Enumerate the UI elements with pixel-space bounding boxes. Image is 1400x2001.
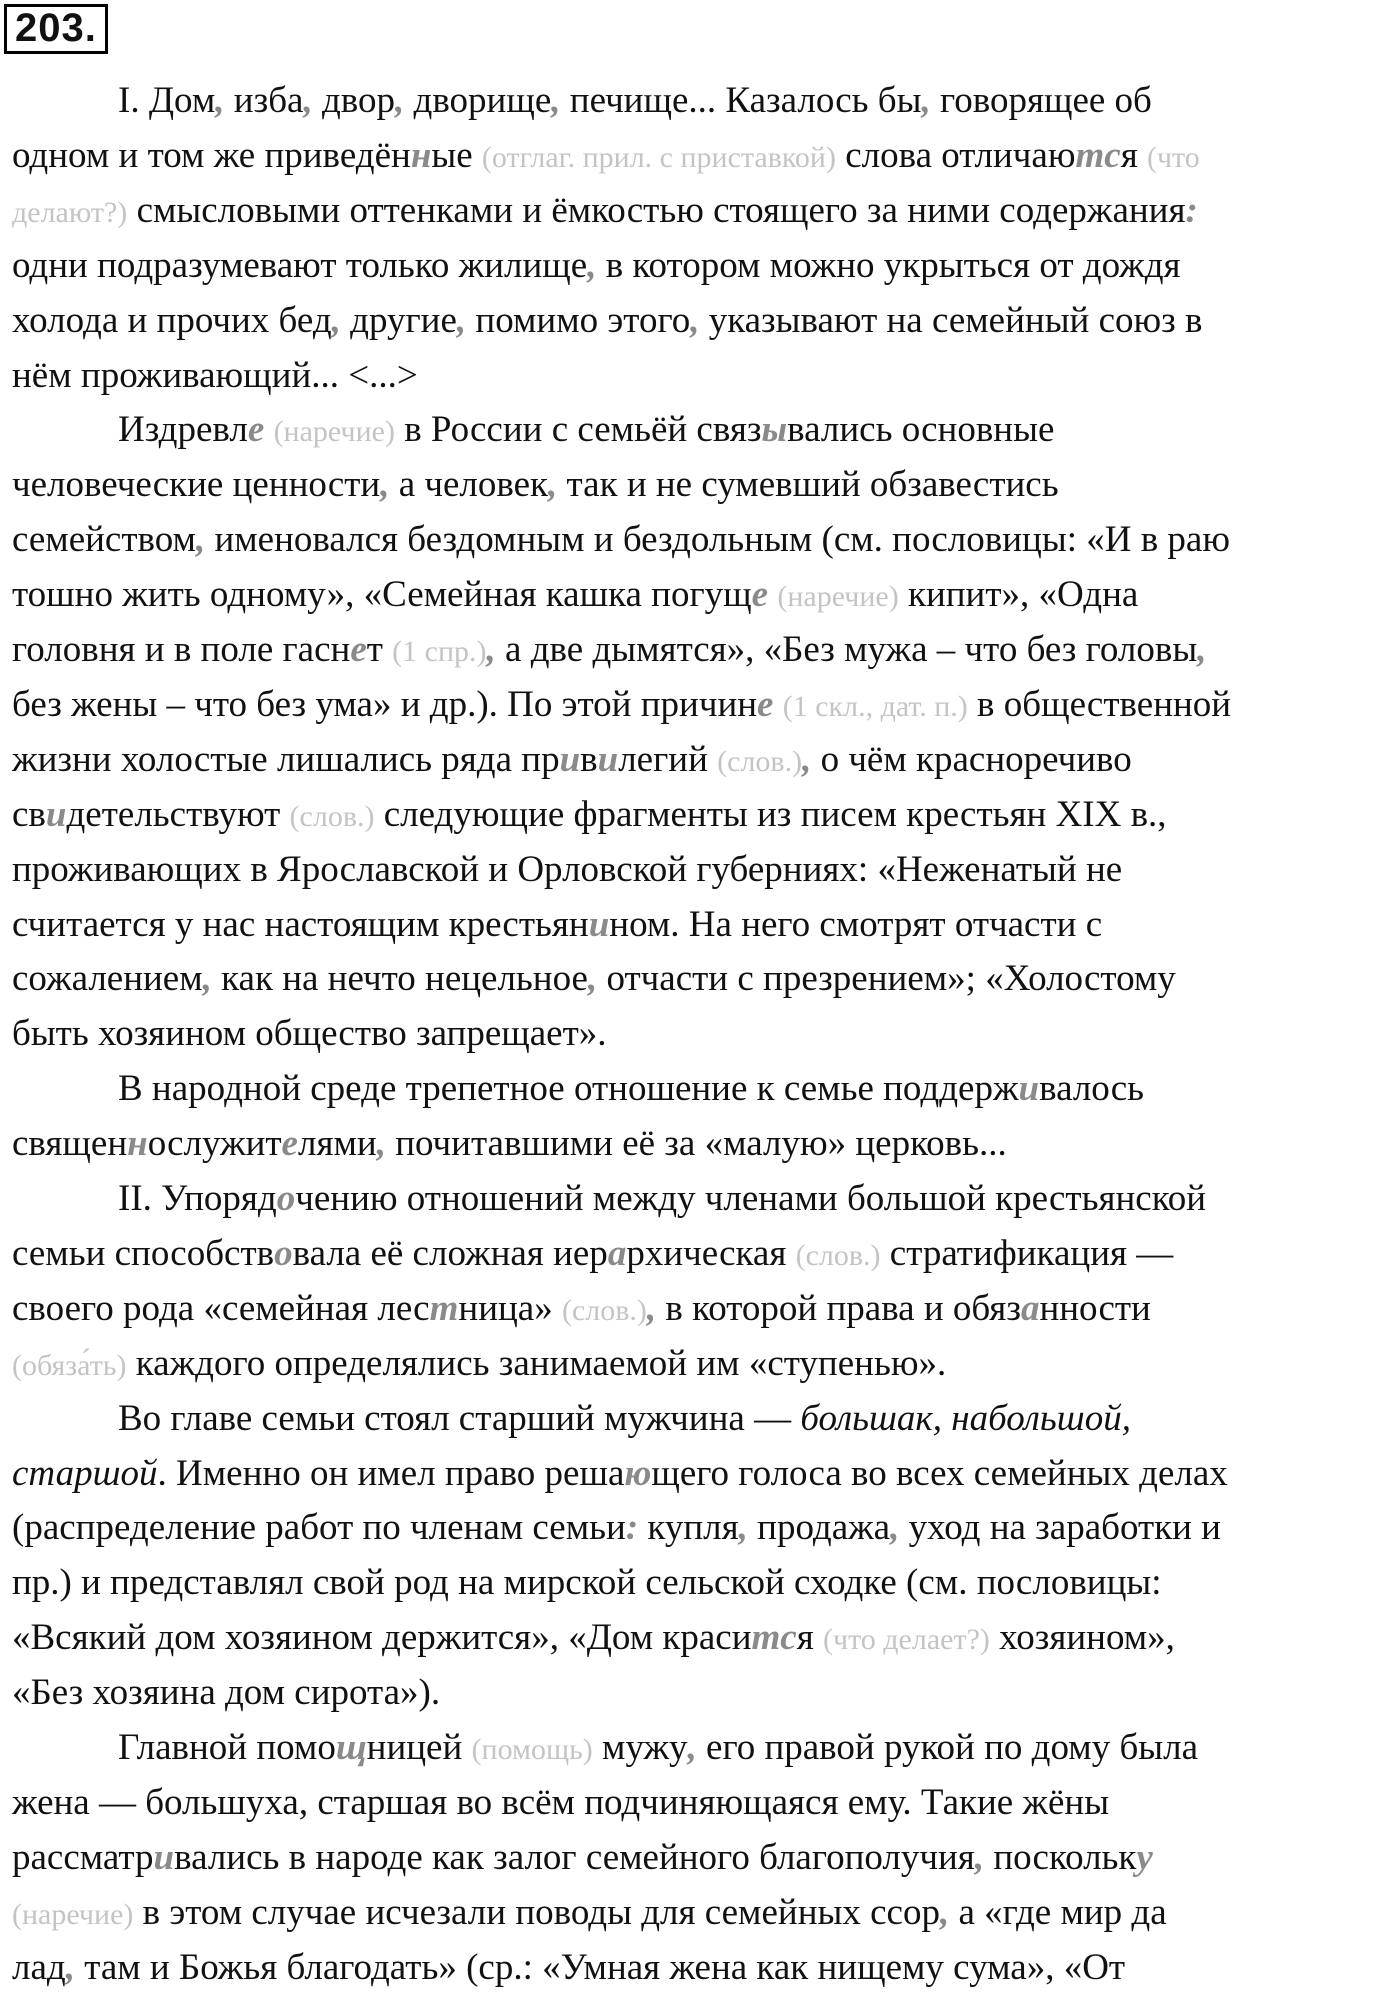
highlighted-letter: тс — [751, 1617, 797, 1659]
text-segment: лад — [12, 1946, 66, 1988]
grammar-note: (слов.) — [561, 1293, 647, 1327]
text-segment: стратификация — — [880, 1232, 1174, 1274]
text-segment: вались в народе как залог семейного благополучия — [174, 1836, 975, 1878]
text-segment: одни подразумевают только жилище — [12, 244, 588, 286]
grammar-note: (что делает?) — [823, 1623, 990, 1657]
highlighted-letter: : — [625, 1507, 639, 1549]
text-segment: священ — [12, 1123, 128, 1165]
text-line — [12, 1777, 1109, 1829]
text-segment: нём проживающий... <...> — [12, 354, 418, 396]
exercise-number: 203. — [4, 4, 108, 54]
text-segment: лями — [297, 1123, 377, 1165]
text-segment: легий — [618, 738, 718, 780]
text-line — [12, 295, 1203, 347]
text-line — [12, 844, 1122, 896]
highlighted-letter: , — [646, 1287, 657, 1329]
text-segment: проживающих в Ярославской и Орловской губерниях: «Неженатый не — [12, 848, 1123, 890]
highlighted-letter: : — [1185, 189, 1198, 231]
text-line — [12, 1502, 1221, 1554]
text-segment: именовался бездомным и бездольным (см. пословицы: «И в раю — [205, 519, 1230, 561]
italic-term: большак, набольшой, — [800, 1397, 1131, 1439]
text-segment: там и Божья благодать» (ср.: «Умная жена как нищему сума», «От — [74, 1946, 1126, 1988]
highlighted-letter: а — [1020, 1287, 1040, 1329]
grammar-note: (обяза́ть) — [12, 1348, 127, 1382]
highlighted-letter: , — [380, 464, 390, 506]
text-segment: холода и прочих бед — [12, 299, 332, 341]
text-segment: о чём красноречиво — [811, 738, 1132, 780]
text-line — [12, 1667, 440, 1719]
text-segment: говорящее об — [930, 80, 1152, 121]
highlighted-letter: о — [274, 1232, 293, 1274]
grammar-note: (отглаг. прил. с приставкой) — [481, 140, 836, 174]
text-line — [12, 514, 1230, 566]
text-segment: двор — [312, 80, 395, 121]
highlighted-letter: ю — [624, 1452, 652, 1494]
highlighted-letter: , — [1197, 629, 1207, 670]
grammar-note: (наречие) — [12, 1897, 134, 1931]
text-line — [12, 624, 1206, 676]
text-line — [12, 1228, 1173, 1280]
text-segment: в этом случае исчезали поводы для семейных ссор — [133, 1891, 940, 1933]
text-segment: без жены – что без ума» и др.). По этой причин — [12, 683, 758, 725]
text-segment: семьи способств — [12, 1232, 275, 1274]
text-segment: ые — [431, 134, 482, 176]
highlighted-letter: , — [215, 80, 225, 121]
text-line — [12, 1887, 1167, 1939]
text-segment: ница» — [458, 1287, 562, 1329]
highlighted-letter: , — [939, 1891, 950, 1933]
highlighted-letter: е — [247, 409, 265, 451]
text-line — [12, 130, 1200, 182]
text-segment: Главной помо — [118, 1727, 336, 1768]
text-segment: другие — [340, 299, 457, 341]
text-line — [12, 185, 1198, 237]
text-segment: жизни холостые лишались ряда пр — [12, 738, 560, 780]
grammar-note: (слов.) — [795, 1238, 881, 1272]
text-line — [118, 404, 1054, 456]
text-segment: В народной среде трепетное отношение к семье поддерж — [118, 1068, 1019, 1110]
text-segment: жена — большуха, старшая во всём подчиняющаяся ему. Такие жёны — [12, 1781, 1110, 1823]
highlighted-letter: , — [587, 244, 597, 286]
text-segment: уход на заработки и — [899, 1507, 1221, 1549]
text-segment: своего рода «семейная лес — [12, 1287, 430, 1329]
text-segment: в котором можно укрыться от дождя — [596, 244, 1181, 286]
highlighted-letter: е — [757, 683, 774, 725]
text-segment: печище... Казалось бы — [560, 80, 922, 121]
highlighted-letter: , — [587, 958, 598, 1000]
highlighted-letter: , — [690, 299, 700, 341]
highlighted-letter: , — [802, 738, 812, 780]
text-segment: св — [12, 793, 46, 835]
highlighted-letter: , — [890, 1507, 900, 1549]
text-segment: следующие фрагменты из писем крестьян XIX в., — [374, 793, 1167, 835]
grammar-note: (1 скл., дат. п.) — [782, 689, 968, 723]
highlighted-letter: , — [687, 1727, 697, 1768]
text-segment: купля — [638, 1507, 739, 1549]
text-segment: вались основные — [787, 409, 1055, 451]
text-line — [12, 240, 1181, 292]
text-segment: ослужит — [147, 1123, 282, 1165]
text-line — [12, 1612, 1175, 1664]
highlighted-letter: ы — [761, 409, 788, 451]
highlighted-letter: н — [410, 134, 432, 176]
text-segment: в общественной — [967, 683, 1232, 725]
text-segment: считается у нас настоящим крестьян — [12, 903, 589, 945]
text-segment: головня и в поле гасн — [12, 629, 351, 670]
highlighted-letter: и — [153, 1836, 175, 1878]
text-line — [12, 1338, 946, 1390]
text-segment: одном и том же приведён — [12, 134, 411, 176]
text-segment: «Без хозяина дом сирота»). — [12, 1672, 441, 1714]
italic-term: старшой — [12, 1452, 158, 1494]
text-segment: дворище — [404, 80, 552, 121]
text-line — [12, 569, 1138, 621]
text-segment: т — [366, 629, 393, 670]
highlighted-letter: , — [486, 629, 496, 670]
text-segment: нности — [1039, 1287, 1151, 1329]
text-line — [12, 1832, 1153, 1884]
text-line — [118, 75, 1152, 127]
text-segment: я — [796, 1617, 823, 1659]
text-segment — [773, 684, 782, 725]
highlighted-letter: и — [597, 738, 619, 780]
text-line — [118, 1173, 1206, 1225]
text-segment: ном. На него смотрят отчасти с — [609, 903, 1103, 945]
highlighted-letter: и — [1018, 1068, 1040, 1110]
text-segment: рхическая — [626, 1232, 796, 1274]
text-segment: чению отношений между членами большой крестьянской — [295, 1178, 1207, 1219]
text-segment: . Именно он имел право реша — [157, 1452, 625, 1494]
highlighted-letter: н — [127, 1123, 148, 1165]
text-line — [12, 1008, 607, 1060]
highlighted-letter: , — [202, 958, 212, 1000]
highlighted-letter: , — [456, 299, 467, 341]
highlighted-letter: , — [303, 80, 313, 121]
highlighted-letter: , — [195, 519, 206, 561]
text-line — [12, 789, 1167, 841]
text-segment: Во главе семьи стоял старший мужчина — — [118, 1397, 801, 1439]
highlighted-letter: , — [974, 1836, 985, 1878]
text-segment — [264, 409, 273, 450]
highlighted-letter: тс — [1075, 134, 1121, 176]
text-segment: поскольк — [984, 1836, 1137, 1878]
text-segment: рассматр — [12, 1836, 154, 1878]
text-segment: вала её сложная иер — [292, 1232, 608, 1274]
text-line — [12, 734, 1132, 786]
grammar-note: делают?) — [12, 195, 128, 229]
text-segment: сожалением — [12, 958, 203, 1000]
highlighted-letter: , — [395, 80, 405, 121]
text-line — [12, 1942, 1125, 1994]
highlighted-letter: е — [281, 1123, 298, 1165]
text-segment: помимо этого — [466, 299, 691, 341]
text-line — [12, 679, 1231, 731]
text-segment: так и не сумевший обзавестись — [557, 464, 1059, 506]
text-segment: валось — [1039, 1068, 1145, 1110]
text-segment: смысловыми оттенками и ёмкостью стоящего за ними содержания — [127, 189, 1186, 231]
text-segment: кипит», «Одна — [898, 574, 1139, 616]
text-segment — [768, 574, 777, 615]
highlighted-letter: и — [559, 738, 581, 780]
text-segment: детельствуют — [66, 793, 290, 835]
text-segment: а две дымятся», «Без мужа – что без головы — [495, 629, 1198, 670]
text-segment: как на нечто нецельное — [211, 958, 588, 1000]
highlighted-letter: е — [350, 629, 367, 670]
text-segment: «Всякий дом хозяином держится», «Дом краси — [12, 1617, 752, 1659]
text-segment: указывают на семейный союз в — [699, 299, 1203, 341]
text-segment: каждого определялись занимаемой им «ступенью». — [126, 1342, 947, 1384]
text-segment: его правой рукой по дому была — [696, 1727, 1199, 1768]
text-segment: слова отличаю — [835, 134, 1076, 176]
text-segment: изба — [224, 80, 304, 121]
text-line — [118, 1393, 1131, 1445]
text-segment: человеческие ценности — [12, 464, 381, 506]
highlighted-letter: т — [429, 1287, 459, 1329]
grammar-note: (наречие) — [273, 415, 395, 449]
grammar-note: (наречие) — [777, 580, 899, 614]
text-segment: тошно жить одному», «Семейная кашка погущ — [12, 574, 752, 616]
text-line — [12, 1557, 1162, 1609]
highlighted-letter: а — [607, 1232, 627, 1274]
text-segment: быть хозяином общество запрещает». — [12, 1013, 607, 1055]
text-line — [12, 953, 1176, 1005]
highlighted-letter: и — [45, 793, 67, 835]
text-line — [118, 1722, 1198, 1774]
text-segment: I. Дом — [118, 80, 216, 121]
text-segment: пр.) и представлял свой род на мирской сельской сходке (см. пословицы: — [12, 1562, 1162, 1604]
highlighted-letter: , — [551, 80, 561, 121]
grammar-note: (слов.) — [289, 799, 375, 833]
highlighted-letter: щ — [335, 1727, 367, 1768]
highlighted-letter: , — [548, 464, 558, 506]
text-segment: II. Упоряд — [118, 1178, 277, 1219]
text-segment: семейством — [12, 519, 196, 561]
highlighted-letter: е — [751, 574, 769, 616]
text-line — [118, 1063, 1144, 1115]
text-segment: мужу — [592, 1727, 688, 1768]
highlighted-letter: , — [738, 1507, 748, 1549]
highlighted-letter: и — [588, 903, 610, 945]
highlighted-letter: , — [376, 1123, 386, 1165]
text-line — [12, 1118, 1007, 1170]
text-segment: а человек — [389, 464, 549, 506]
text-segment: щего голоса во всех семейных делах — [651, 1452, 1228, 1494]
text-segment: отчасти с презрением»; «Холостому — [597, 958, 1176, 1000]
highlighted-letter: , — [921, 80, 931, 121]
text-segment: в России с семьёй связ — [394, 409, 762, 451]
highlighted-letter: , — [65, 1946, 75, 1988]
grammar-note: (помощь) — [471, 1733, 593, 1766]
highlighted-letter: у — [1136, 1836, 1153, 1878]
text-line — [12, 350, 418, 402]
text-segment: ницей — [366, 1727, 472, 1768]
grammar-note: (1 спр.) — [392, 635, 487, 668]
text-line — [12, 459, 1059, 511]
text-segment: почитавшими её за «малую» церковь... — [385, 1123, 1007, 1165]
grammar-note: (что — [1146, 140, 1200, 174]
highlighted-letter: , — [331, 299, 341, 341]
highlighted-letter: о — [276, 1178, 296, 1219]
text-line — [12, 899, 1102, 951]
text-segment: Издревл — [118, 409, 248, 451]
text-line — [12, 1283, 1151, 1335]
text-segment: я — [1120, 134, 1147, 176]
text-segment: (распределение работ по членам семьи — [12, 1507, 626, 1549]
text-segment: а «где мир да — [949, 1891, 1167, 1933]
grammar-note: (слов.) — [717, 744, 803, 778]
text-segment: хозяином», — [989, 1617, 1175, 1659]
text-segment: продажа — [747, 1507, 891, 1549]
text-segment: в — [580, 738, 598, 780]
text-segment: в которой права и обяз — [656, 1287, 1021, 1329]
text-line — [12, 1448, 1228, 1500]
